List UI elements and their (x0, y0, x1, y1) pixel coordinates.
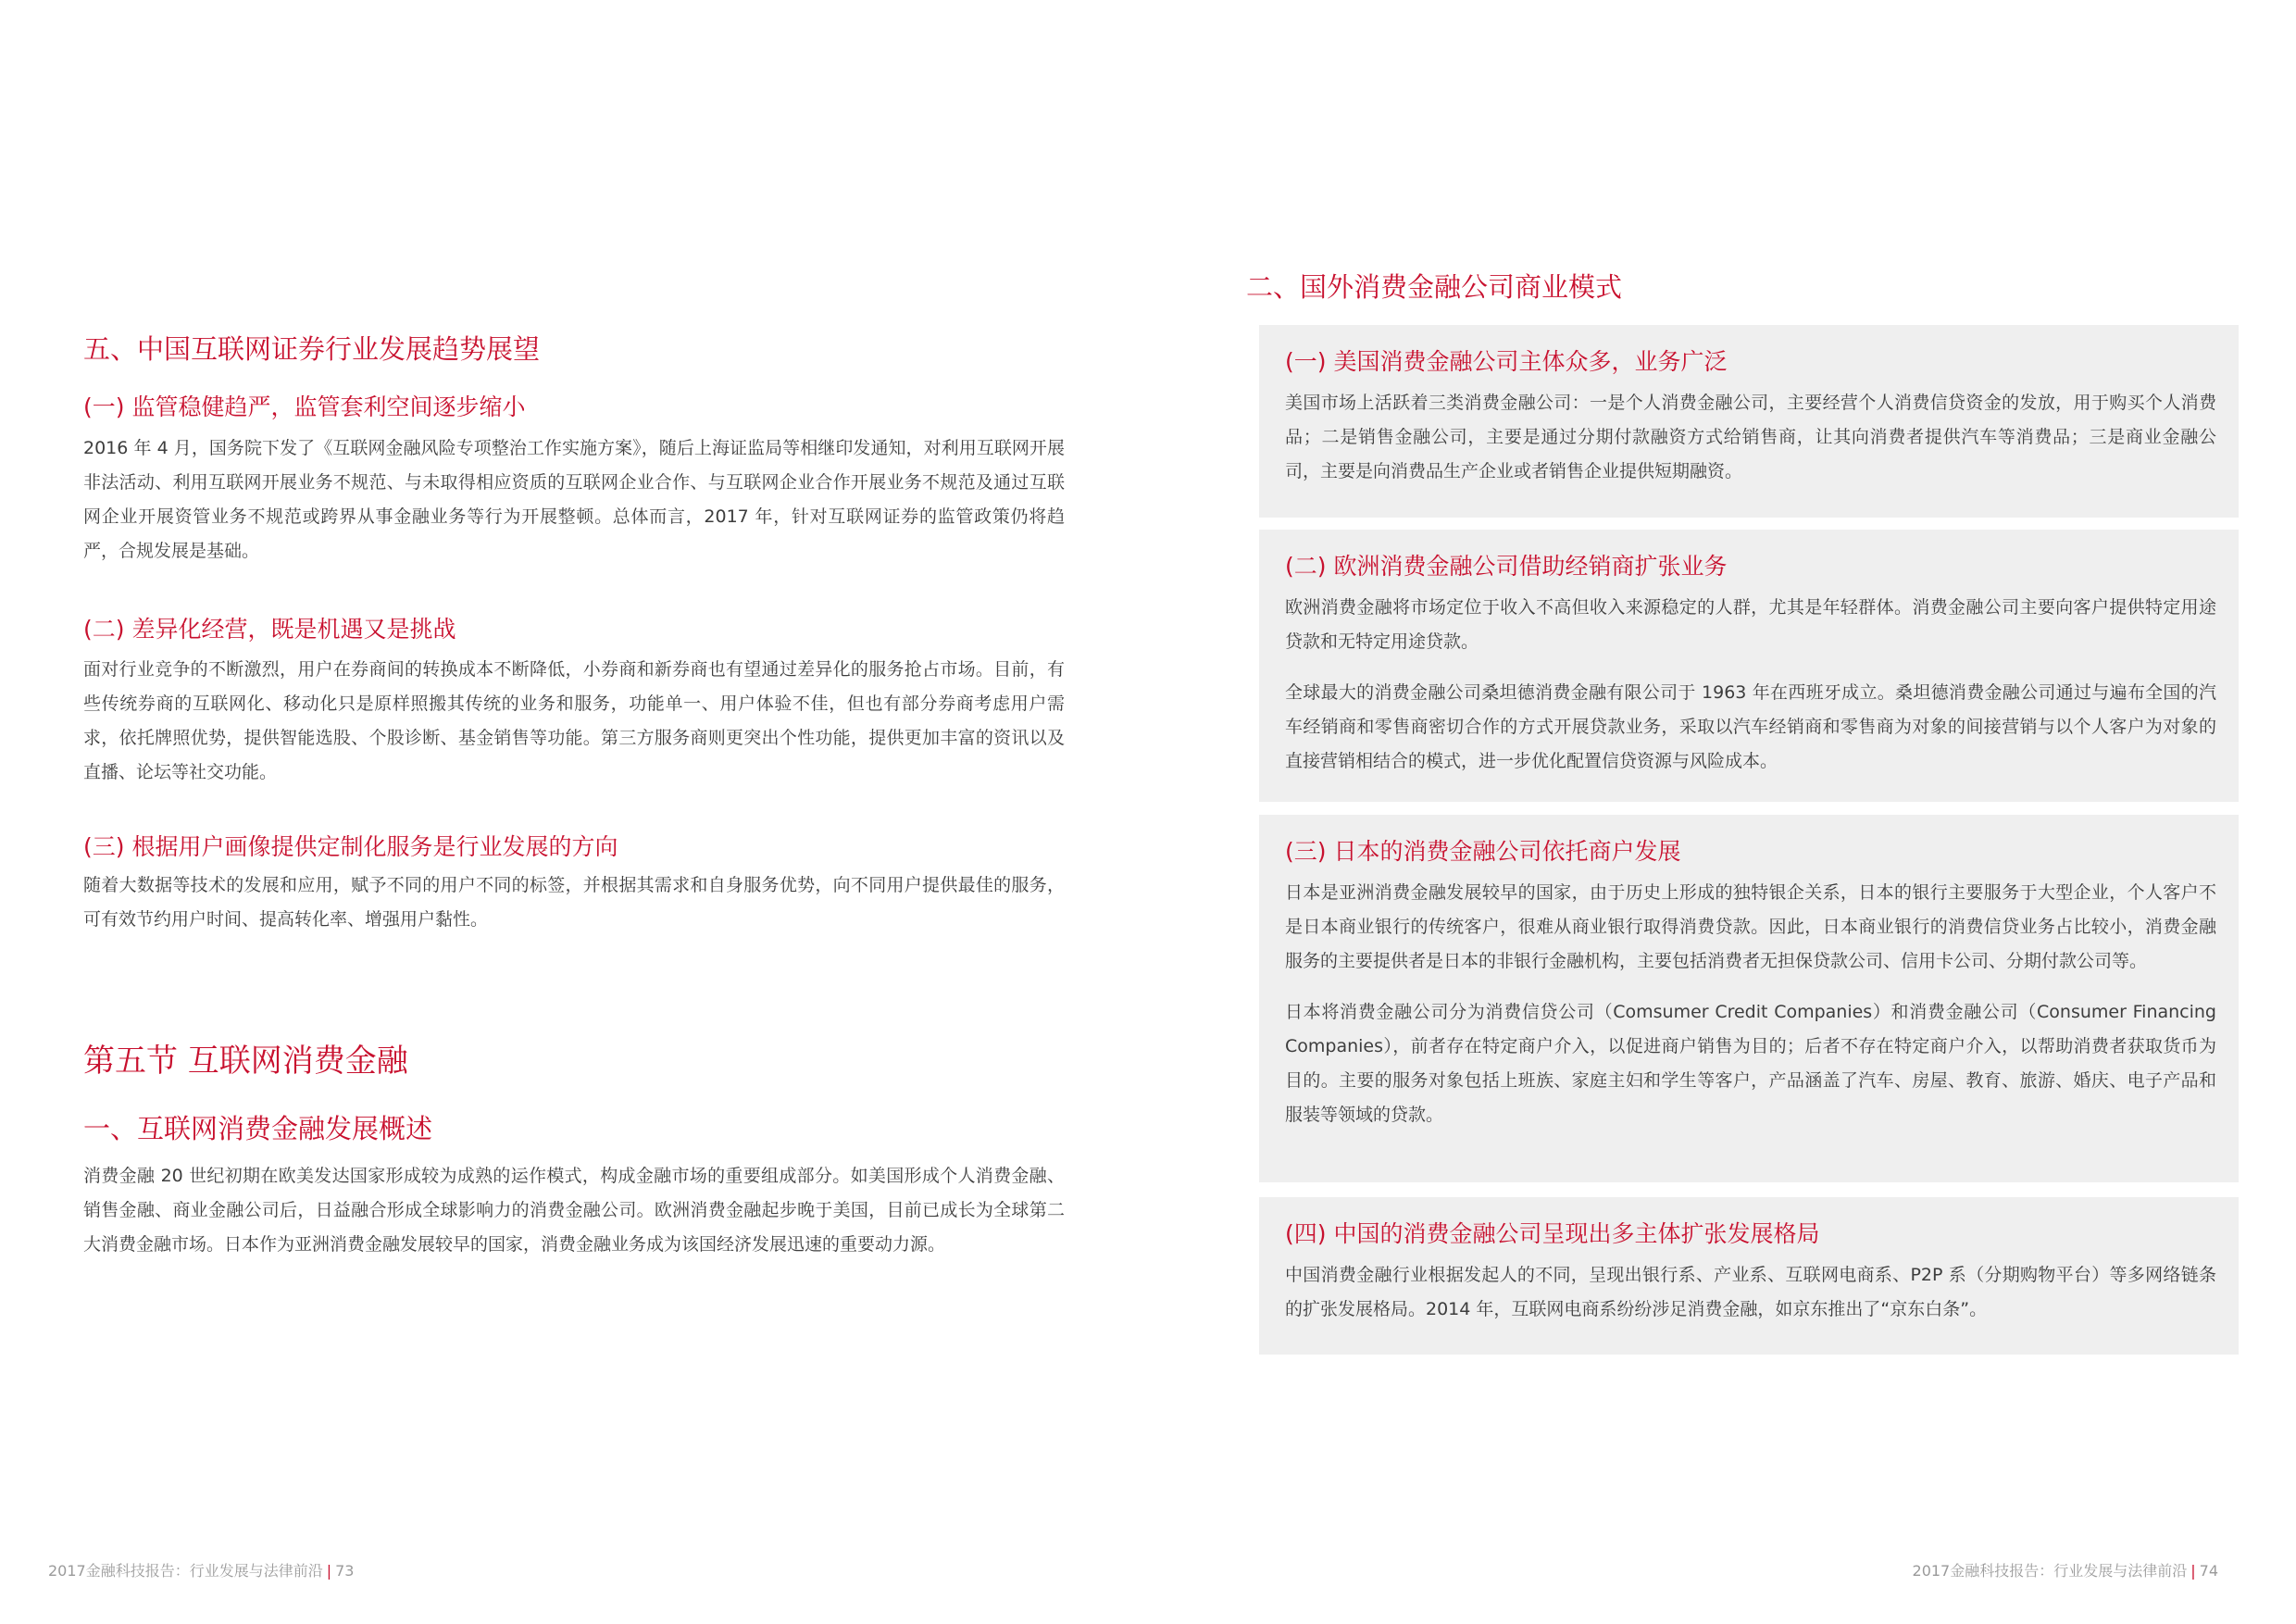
right-page (1148, 0, 2296, 1624)
box-title: (四) 中国的消费金融公司呈现出多主体扩张发展格局 (1285, 1220, 1820, 1247)
footer-separator: | (2190, 1562, 2196, 1580)
paragraph: 日本将消费金融公司分为消费信贷公司（Comsumer Credit Companies）和消费金融公司（Consumer Financing Companies），前者存在特定商户介入，以促进商户销售为目的；后者不存在特定商户介入，以帮助消费者获取货币为目的。主要的服务对象包括上班族、家庭主妇和学生等客户，产品涵盖了汽车、房屋、教育、旅游、婚庆、电子产品和服装等领域的贷款。 (1285, 1002, 2216, 1125)
box-title: (一) 美国消费金融公司主体众多，业务广泛 (1285, 348, 1728, 375)
paragraph: 随着大数据等技术的发展和应用，赋予不同的用户不同的标签，并根据其需求和自身服务优势，向不同用户提供最佳的服务，可有效节约用户时间、提高转化率、增强用户黏性。 (83, 875, 1065, 930)
box-title: (三) 日本的消费金融公司依托商户发展 (1285, 838, 1681, 865)
info-box (1259, 530, 2239, 802)
paragraph: 2016 年 4 月，国务院下发了《互联网金融风险专项整治工作实施方案》，随后上海证监局等相继印发通知，对利用互联网开展非法活动、利用互联网开展业务不规范、与未取得相应资质的互联网企业合作、与互联网企业合作开展业务不规范及通过互联网企业开展资管业务不规范或跨界从事金融业务等行为开展整顿。总体而言，2017 年，针对互联网证券的监管政策仍将趋严，合规发展是基础。 (83, 438, 1065, 561)
paragraph: 美国市场上活跃着三类消费金融公司：一是个人消费金融公司，主要经营个人消费信贷资金的发放，用于购买个人消费品；二是销售金融公司，主要是通过分期付款融资方式给销售商，让其向消费者提供汽车等消费品；三是商业金融公司，主要是向消费品生产企业或者销售企业提供短期融资。 (1285, 393, 2216, 481)
page-footer (1913, 1559, 2218, 1580)
page-number: 73 (335, 1562, 355, 1580)
chapter-title: 第五节 互联网消费金融 (83, 1043, 408, 1080)
part-title: 一、互联网消费金融发展概述 (83, 1113, 433, 1144)
footer-title: 2017金融科技报告：行业发展与法律前沿 (48, 1562, 323, 1580)
subsection-title: (二) 差异化经营，既是机遇又是挑战 (83, 616, 456, 643)
page-footer (48, 1559, 354, 1580)
info-box (1259, 325, 2239, 518)
section-title: 五、中国互联网证券行业发展趋势展望 (83, 333, 541, 365)
paragraph: 面对行业竞争的不断激烈，用户在券商间的转换成本不断降低，小券商和新券商也有望通过差异化的服务抢占市场。目前，有些传统券商的互联网化、移动化只是原样照搬其传统的业务和服务，功能单一、用户体验不佳，但也有部分券商考虑用户需求，依托牌照优势，提供智能选股、个股诊断、基金销售等功能。第三方服务商则更突出个性功能，提供更加丰富的资讯以及直播、论坛等社交功能。 (83, 659, 1065, 782)
paragraph: 消费金融 20 世纪初期在欧美发达国家形成较为成熟的运作模式，构成金融市场的重要组成部分。如美国形成个人消费金融、销售金融、商业金融公司后，日益融合形成全球影响力的消费金融公司。欧洲消费金融起步晚于美国，目前已成长为全球第二大消费金融市场。日本作为亚洲消费金融发展较早的国家，消费金融业务成为该国经济发展迅速的重要动力源。 (83, 1166, 1065, 1255)
paragraph: 日本是亚洲消费金融发展较早的国家，由于历史上形成的独特银企关系，日本的银行主要服务于大型企业，个人客户不是日本商业银行的传统客户，很难从商业银行取得消费贷款。因此，日本商业银行的消费信贷业务占比较小，消费金融服务的主要提供者是日本的非银行金融机构，主要包括消费者无担保贷款公司、信用卡公司、分期付款公司等。 (1285, 882, 2216, 971)
subsection-title: (一) 监管稳健趋严，监管套利空间逐步缩小 (83, 394, 526, 420)
subsection-title: (三) 根据用户画像提供定制化服务是行业发展的方向 (83, 833, 618, 860)
paragraph: 中国消费金融行业根据发起人的不同，呈现出银行系、产业系、互联网电商系、P2P 系（分期购物平台）等多网络链条的扩张发展格局。2014 年，互联网电商系纷纷涉足消费金融，如京东推出了“京东白条”。 (1285, 1265, 2216, 1319)
info-box (1259, 815, 2239, 1182)
paragraph: 欧洲消费金融将市场定位于收入不高但收入来源稳定的人群，尤其是年轻群体。消费金融公司主要向客户提供特定用途贷款和无特定用途贷款。 (1285, 597, 2216, 652)
paragraph: 全球最大的消费金融公司桑坦德消费金融有限公司于 1963 年在西班牙成立。桑坦德消费金融公司通过与遍布全国的汽车经销商和零售商密切合作的方式开展贷款业务，采取以汽车经销商和零售商为对象的间接营销与以个人客户为对象的直接营销相结合的模式，进一步优化配置信贷资源与风险成本。 (1285, 682, 2216, 771)
page-number: 74 (2199, 1562, 2218, 1580)
box-title: (二) 欧洲消费金融公司借助经销商扩张业务 (1285, 553, 1728, 580)
footer-title: 2017金融科技报告：行业发展与法律前沿 (1912, 1562, 2188, 1580)
footer-separator: | (326, 1562, 332, 1580)
info-box (1259, 1197, 2239, 1355)
part-title: 二、国外消费金融公司商业模式 (1246, 271, 1623, 303)
